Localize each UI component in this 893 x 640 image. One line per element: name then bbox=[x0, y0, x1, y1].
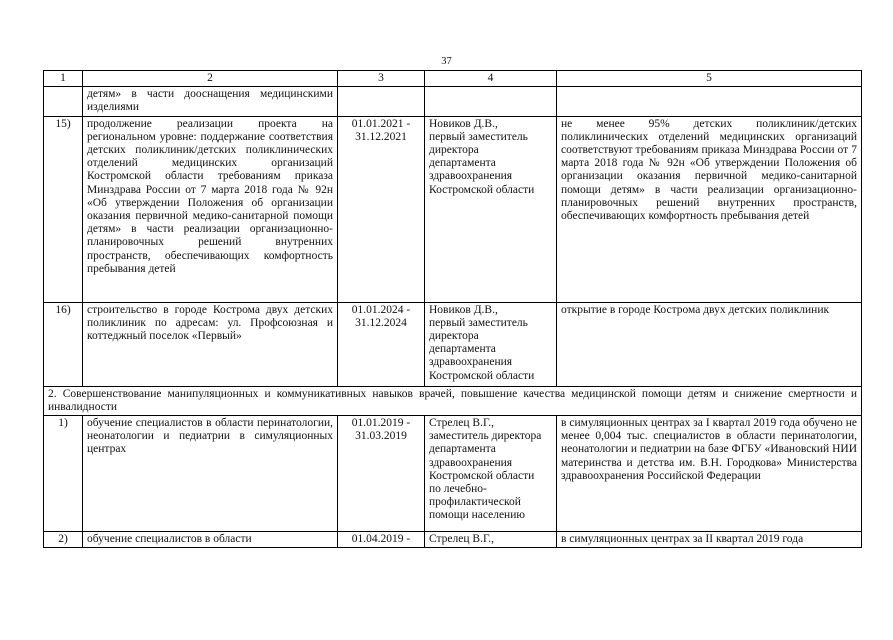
table-row bbox=[44, 87, 862, 116]
table-row bbox=[44, 416, 862, 532]
header-cell-5: 5 bbox=[557, 71, 862, 87]
responsible-cell: Стрелец В.Г., bbox=[425, 532, 557, 548]
result-cell: в симуляционных центрах за II квартал 2019 года bbox=[557, 532, 862, 548]
table-row bbox=[44, 302, 862, 386]
deadline-cell: 01.04.2019 - bbox=[338, 532, 425, 548]
section-title-row bbox=[44, 386, 862, 415]
deadline-cell: 01.01.2024 - 31.12.2024 bbox=[338, 302, 425, 386]
continued-measure-text: детям» в части дооснащения медицинскими изделиями bbox=[83, 87, 338, 116]
result-cell: не менее 95% детских поликлиник/детских поликлинических отделений медицинских организаций соответствуют требованиям приказа Минздрава России от 7 марта 2018 года № 92н «Об утверждении Положения об организации оказания первичной медико-санитарной помощи детям» в части реализации организационно-планировочных решений внутренних пространств, обеспечивающих комфортность пребывания детей bbox=[557, 116, 862, 302]
section-title: 2. Совершенствование манипуляционных и коммуникативных навыков врачей, повышение качества медицинской помощи детям и снижение смертности и инвалидности bbox=[44, 386, 862, 415]
header-cell-4: 4 bbox=[425, 71, 557, 87]
page-number: 37 bbox=[441, 56, 452, 67]
result-cell: открытие в городе Кострома двух детских поликлиник bbox=[557, 302, 862, 386]
measure-text: продолжение реализации проекта на региональном уровне: поддержание соответствия детских поликлиник/детских поликлинических отделений медицинских организаций Костромской области требованиям приказа Минздрава России от 7 марта 2018 года № 92н «Об утверждении Положения об организации оказания первичной медико-санитарной помощи детям» в части реализации организационно-планировочных решений внутренних пространств, обеспечивающих комфортность пребывания детей bbox=[83, 116, 338, 302]
header-cell-3: 3 bbox=[338, 71, 425, 87]
table-header-row bbox=[44, 71, 862, 87]
table-row bbox=[44, 116, 862, 302]
responsible-cell: Новиков Д.В., первый заместитель директора департамента здравоохранения Костромской области bbox=[425, 116, 557, 302]
deadline-cell: 01.01.2019 - 31.03.2019 bbox=[338, 416, 425, 532]
measure-text: обучение специалистов в области bbox=[83, 532, 338, 548]
header-cell-1: 1 bbox=[44, 71, 83, 87]
measure-text: обучение специалистов в области перинатологии, неонатологии и педиатрии в симуляционных центрах bbox=[83, 416, 338, 532]
responsible-cell: Стрелец В.Г., заместитель директора департамента здравоохранения Костромской области по лечебно- профилактической помощи населению bbox=[425, 416, 557, 532]
measure-text: строительство в городе Кострома двух детских поликлиник по адресам: ул. Профсоюзная и коттеджный поселок «Первый» bbox=[83, 302, 338, 386]
result-cell: в симуляционных центрах за I квартал 2019 года обучено не менее 0,004 тыс. специалистов в области перинатологии, неонатологии и педиатрии на базе ФГБУ «Ивановский НИИ материнства и детства им. В.Н. Городкова» Министерства здравоохранения Российской Федерации bbox=[557, 416, 862, 532]
row-number: 16) bbox=[44, 302, 83, 386]
responsible-cell: Новиков Д.В., первый заместитель директора департамента здравоохранения Костромской области bbox=[425, 302, 557, 386]
measures-table bbox=[43, 70, 862, 548]
header-cell-2: 2 bbox=[83, 71, 338, 87]
row-number: 1) bbox=[44, 416, 83, 532]
deadline-cell: 01.01.2021 - 31.12.2021 bbox=[338, 116, 425, 302]
row-number: 15) bbox=[44, 116, 83, 302]
row-number: 2) bbox=[44, 532, 83, 548]
table-row bbox=[44, 532, 862, 548]
